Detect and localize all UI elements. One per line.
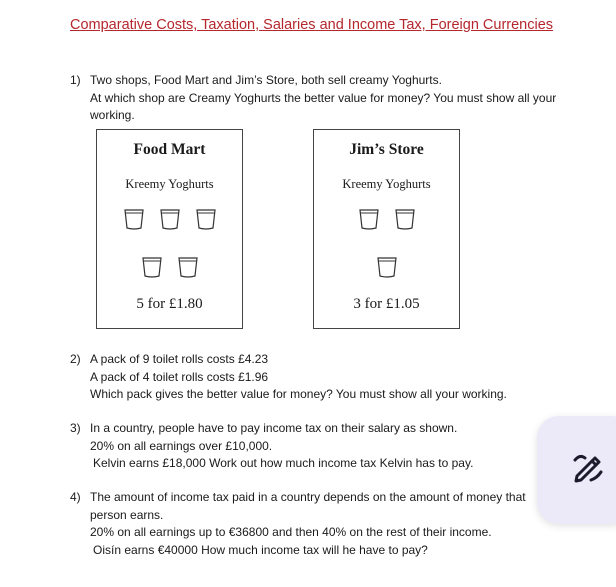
question-2 (70, 351, 570, 404)
question-text: Which pack gives the better value for money? You must show all your working. (90, 387, 507, 401)
question-text: 20% on all earnings over £10,000. (90, 438, 273, 453)
question-number: 1) (70, 73, 81, 87)
shop-price: 3 for £1.05 (353, 296, 420, 312)
question-text: The amount of income tax paid in a country depends on the amount of money that person earns. (90, 490, 526, 522)
question-3 (70, 420, 570, 473)
yoghurt-cups-row (97, 207, 242, 231)
question-text: Kelvin earns £18,000 Work out how much income tax Kelvin has to pay. (93, 456, 474, 470)
question-text: A pack of 9 toilet rolls costs £4.23 (90, 352, 269, 366)
shop-name: Food Mart (133, 141, 206, 158)
yoghurt-cups-row (314, 255, 459, 279)
question-text: A pack of 4 toilet rolls costs £1.96 (90, 369, 269, 384)
question-text: 20% on all earnings up to €36800 and then 40% on the rest of their income. (90, 525, 492, 539)
product-name: Kreemy Yoghurts (125, 177, 214, 191)
question-number: 4) (70, 490, 81, 504)
pen-edit-icon (571, 450, 605, 484)
yoghurt-cup-icon (394, 207, 416, 231)
yoghurt-cup-icon (358, 207, 380, 231)
yoghurt-cup-icon (141, 255, 163, 279)
yoghurt-cups-row (97, 255, 242, 279)
shop-card-jims-store (313, 129, 460, 329)
question-text: In a country, people have to pay income tax on their salary as shown. (90, 421, 458, 435)
yoghurt-cup-icon (376, 255, 398, 279)
question-1 (70, 72, 570, 125)
shop-card-food-mart (96, 129, 243, 329)
yoghurt-cup-icon (123, 207, 145, 231)
question-number: 3) (70, 421, 81, 435)
question-text: Oisín earns €40000 How much income tax will he have to pay? (93, 542, 428, 557)
yoghurt-cup-icon (159, 207, 181, 231)
page-title: Comparative Costs, Taxation, Salaries and Income Tax, Foreign Currencies (70, 17, 554, 33)
question-text: Two shops, Food Mart and Jim’s Store, both sell creamy Yoghurts. (90, 73, 442, 87)
shop-price: 5 for £1.80 (136, 296, 203, 312)
question-text: At which shop are Creamy Yoghurts the better value for money? You must show all your working. (90, 90, 557, 122)
yoghurt-cup-icon (195, 207, 217, 231)
edit-fab-button[interactable] (537, 416, 616, 524)
yoghurt-cups-row (314, 207, 459, 231)
question-number: 2) (70, 352, 81, 366)
question-4 (70, 489, 570, 559)
shop-name: Jim’s Store (349, 141, 424, 158)
product-name: Kreemy Yoghurts (342, 177, 431, 191)
yoghurt-cup-icon (177, 255, 199, 279)
